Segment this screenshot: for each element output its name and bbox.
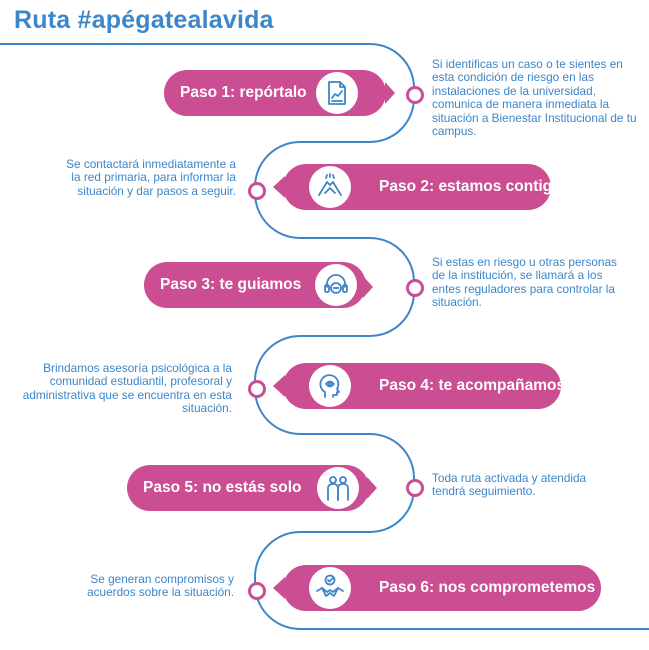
step-2-description: Se contactará inmediatamente a la red primaria, para informar la situación y dar pasos a seguir.	[66, 157, 236, 198]
step-4-description: Brindamos asesoría psicológica a la comunidad estudiantil, profesoral y administrativa que se encuentra en esta situación.	[22, 361, 232, 416]
step-3-pill	[144, 262, 366, 308]
step-5-node	[406, 479, 424, 497]
step-3-node	[406, 279, 424, 297]
step-1-node	[406, 86, 424, 104]
step-6-pill	[283, 565, 601, 611]
step-3-label: Paso 3: te guiamos	[160, 276, 302, 293]
step-4-pill	[283, 363, 566, 409]
headset-chat-icon	[315, 264, 357, 306]
step-5-label: Paso 5: no estás solo	[143, 479, 302, 496]
step-1-pill	[164, 70, 386, 116]
step-1-description: Si identificas un caso o te sientes en esta condición de riesgo en las instalaciones de la universidad, comunica de manera inmediata la situación a Bienestar Institucional de tu campus.	[432, 57, 637, 139]
step-6-label: Paso 6: nos comprometemos	[379, 579, 596, 596]
step-6-node	[248, 582, 266, 600]
step-2-label: Paso 2: estamos contigo	[379, 178, 562, 195]
page-title: Ruta #apégatealavida	[14, 6, 274, 34]
report-document-icon	[316, 72, 358, 114]
step-5-description: Toda ruta activada y atendida tendrá seguimiento.	[432, 471, 587, 499]
step-6-description: Se generan compromisos y acuerdos sobre la situación.	[87, 572, 234, 600]
step-2-node	[248, 182, 266, 200]
handshake-hands-icon	[309, 166, 351, 208]
step-1-label: Paso 1: repórtalo	[180, 84, 307, 101]
head-mind-icon	[309, 365, 351, 407]
agreement-handshake-icon	[309, 567, 351, 609]
step-4-label: Paso 4: te acompañamos	[379, 377, 566, 394]
step-2-pill	[283, 164, 562, 210]
step-4-node	[248, 380, 266, 398]
people-group-icon	[317, 467, 359, 509]
step-5-pill	[127, 465, 369, 511]
step-3-description: Si estas en riesgo u otras personas de la institución, se llamará a los entes reguladores para controlar la situación.	[432, 255, 617, 310]
